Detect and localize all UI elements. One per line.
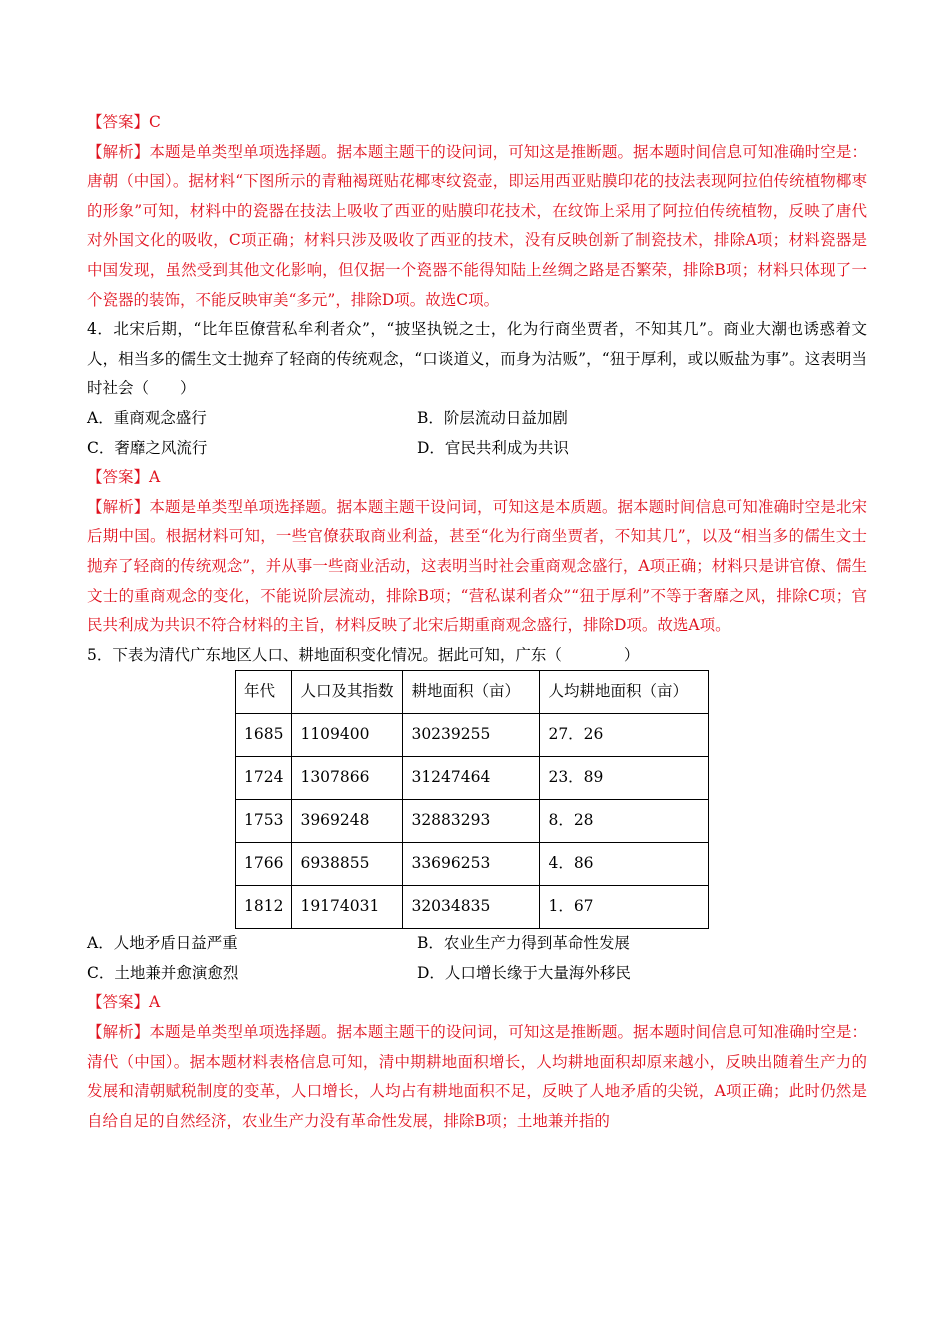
page-content: [87, 108, 867, 1136]
table-cell: 4．86: [540, 843, 709, 886]
analysis-text: 本题是单类型单项选择题。据本题主题干的设问词，可知这是推断题。据本题时间信息可知准确时空是：唐朝（中国）。据材料“下图所示的青釉褐斑贴花椰枣纹瓷壶，即运用西亚贴膜印花的技法表现阿拉伯传统植物椰枣的形象”可知，材料中的瓷器在技法上吸收了西亚的贴膜印花技术，在纹饰上采用了阿拉伯传统植物，反映了唐代对外国文化的吸收，C项正确；材料只涉及吸收了西亚的技术，没有反映创新了制瓷技术，排除A项；材料瓷器是中国发现，虽然受到其他文化影响，但仅据一个瓷器不能得知陆上丝绸之路是否繁荣，排除B项；材料只体现了一个瓷器的装饰，不能反映审美“多元”，排除D项。故选C项。: [87, 142, 867, 309]
answer-value: A: [149, 993, 161, 1012]
q3-analysis: [87, 138, 867, 316]
q5-option-b: B．农业生产力得到革命性发展: [417, 934, 630, 953]
table-cell: 19174031: [292, 886, 403, 929]
q4-option-d: D．官民共利成为共识: [417, 438, 569, 457]
q5-option-d: D．人口增长缘于大量海外移民: [417, 963, 631, 982]
table-cell: 27．26: [540, 714, 709, 757]
table-cell: 31247464: [403, 757, 540, 800]
table-cell: 6938855: [292, 843, 403, 886]
table-cell: 1307866: [292, 757, 403, 800]
table-cell: 30239255: [403, 714, 540, 757]
table-cell: 32034835: [403, 886, 540, 929]
answer-value: C: [149, 113, 161, 131]
table-cell: 23．89: [540, 757, 709, 800]
table-cell: 1812: [236, 886, 292, 929]
analysis-label: 【解析】: [87, 497, 150, 516]
table-cell: 32883293: [403, 800, 540, 843]
q4-option-a: A．重商观念盛行: [87, 408, 207, 427]
q4-analysis: [87, 493, 867, 641]
answer-label: 【答案】: [87, 468, 150, 487]
q5-stem: 5．下表为清代广东地区人口、耕地面积变化情况。据此可知，广东（ ）: [87, 645, 640, 664]
table-header-row: [236, 671, 709, 714]
table-cell: 1109400: [292, 714, 403, 757]
q5-option-a: A．人地矛盾日益严重: [87, 934, 238, 953]
table-row: [236, 800, 709, 843]
answer-label: 【答案】: [87, 113, 150, 131]
analysis-label: 【解析】: [87, 142, 150, 161]
table-row: [236, 886, 709, 929]
q5-options-row-1: [87, 929, 867, 959]
analysis-label: 【解析】: [87, 1023, 150, 1042]
table-header-cell: 耕地面积（亩）: [403, 671, 540, 714]
analysis-text: 本题是单类型单项选择题。据本题主题干设问词，可知这是本质题。据本题时间信息可知准确时空是北宋后期中国。根据材料可知，一些官僚获取商业利益，甚至“化为行商坐贾者，不知其几”，以及“相当多的儒生文士抛弃了轻商的传统观念”，并从事一些商业活动，这表明当时社会重商观念盛行，A项正确；材料只是讲官僚、儒生文士的重商观念的变化，不能说阶层流动，排除B项；“营私谋利者众”“狃于厚利”不等于奢靡之风，排除C项；官民共利成为共识不符合材料的主旨，材料反映了北宋后期重商观念盛行，排除D项。故选A项。: [87, 497, 867, 635]
table-row: [236, 843, 709, 886]
q4-options-row-2: [87, 434, 867, 464]
q4-option-b: B．阶层流动日益加剧: [417, 408, 568, 427]
q3-answer: [87, 108, 867, 138]
q4-stem: 4．北宋后期，“比年臣僚营私牟利者众”，“披坚执锐之士，化为行商坐贾者，不知其几”。商业大潮也诱惑着文人，相当多的儒生文士抛弃了轻商的传统观念，“口谈道义，而身为沽贩”，“狃于厚利，或以贩盐为事”。这表明当时社会（ ）: [87, 320, 867, 398]
answer-label: 【答案】: [87, 993, 150, 1012]
q4-answer: [87, 463, 867, 493]
q4-option-c: C．奢靡之风流行: [87, 438, 208, 457]
table-header-cell: 年代: [236, 671, 292, 714]
table-header-cell: 人均耕地面积（亩）: [540, 671, 709, 714]
table-row: [236, 757, 709, 800]
table-cell: 3969248: [292, 800, 403, 843]
table-cell: 1．67: [540, 886, 709, 929]
answer-value: A: [149, 468, 161, 487]
table-cell: 1766: [236, 843, 292, 886]
analysis-text: 本题是单类型单项选择题。据本题主题干的设问词，可知这是推断题。据本题时间信息可知准确时空是：清代（中国）。据本题材料表格信息可知，清中期耕地面积增长，人均耕地面积却原来越小，反映出随着生产力的发展和清朝赋税制度的变革，人口增长，人均占有耕地面积不足，反映了人地矛盾的尖锐，A项正确；此时仍然是自给自足的自然经济，农业生产力没有革命性发展，排除B项；土地兼并指的: [87, 1023, 867, 1130]
population-table: [235, 670, 709, 929]
table-row: [236, 714, 709, 757]
table-cell: 1753: [236, 800, 292, 843]
q5-options-row-2: [87, 959, 867, 989]
table-cell: 33696253: [403, 843, 540, 886]
q5-answer: [87, 988, 867, 1018]
table-header-cell: 人口及其指数: [292, 671, 403, 714]
q5-analysis: [87, 1018, 867, 1136]
q5-option-c: C．土地兼并愈演愈烈: [87, 963, 239, 982]
table-cell: 1685: [236, 714, 292, 757]
table-cell: 1724: [236, 757, 292, 800]
q4-options-row-1: [87, 404, 867, 434]
table-cell: 8．28: [540, 800, 709, 843]
